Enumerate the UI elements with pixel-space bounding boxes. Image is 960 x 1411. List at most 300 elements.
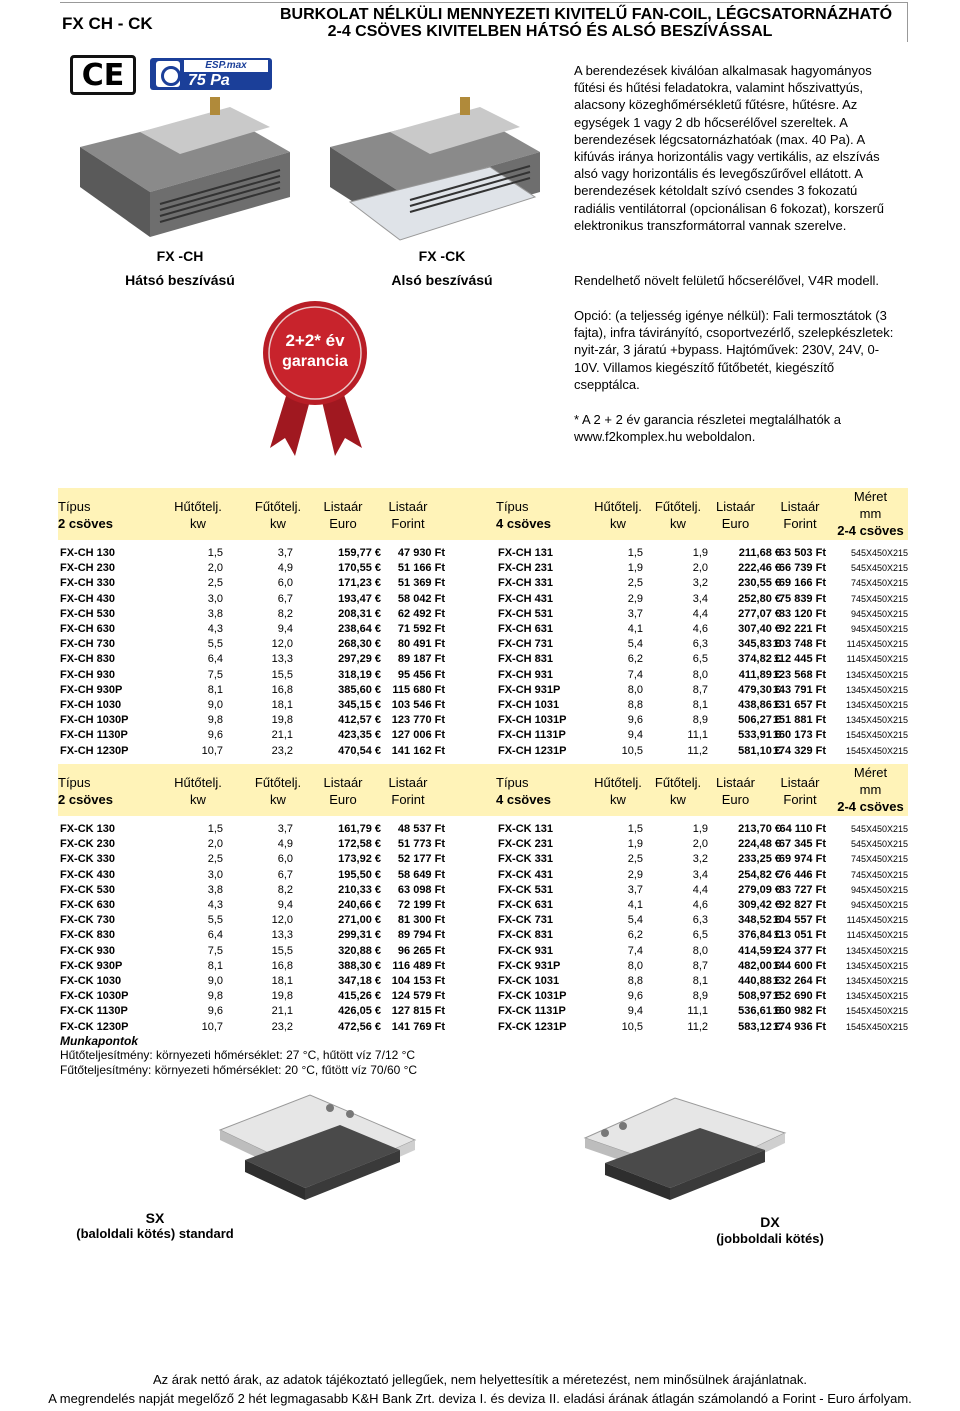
table-cell: 8,8 bbox=[627, 699, 643, 711]
table-cell: FX-CH 430 bbox=[60, 592, 116, 605]
table-cell: 7,5 bbox=[207, 668, 223, 681]
column-header bbox=[770, 498, 830, 532]
table-cell: 545X450X215 bbox=[850, 563, 908, 574]
table-cell: 945X450X215 bbox=[850, 900, 908, 910]
table-cell: 299,31 € bbox=[338, 929, 381, 942]
product-description: A berendezések kiválóan alkalmasak hagyományos fűtési és hűtési feladatokra, valamint hőszivattyús, alacsony közeghőmérsékletű fűtésre, hűtésre. Az egységek 1 vagy 2 db hőcserélővel szereltek. A berendezések légcsatornázhatóak (max. 40 Pa). A kifúvás iránya horizontális vagy vertikális, az elszívás alsó vagy horizontális és levegőszűrővel ellátott. A berendezések kétoldalt szívó csendes 3 fokozatú radiális ventilátorral (opcionálisan 6 fokozat), korszerű elektronikus transzformátorral vannak szerelve. bbox=[574, 63, 884, 233]
table-cell: 103 546 Ft bbox=[391, 699, 445, 711]
table-cell: 412,57 € bbox=[338, 714, 381, 727]
table-cell: 76 446 Ft bbox=[778, 868, 826, 881]
table-cell: FX-CK 530 bbox=[60, 883, 116, 896]
fx-ck-unit-image bbox=[320, 92, 550, 242]
table-cell: 66 739 Ft bbox=[778, 562, 826, 575]
table-cell: 1,9 bbox=[627, 562, 643, 575]
header-line1: Típus bbox=[496, 775, 529, 790]
table-cell: 4,9 bbox=[277, 562, 293, 575]
option-v4r: Rendelhető növelt felületű hőcserélővel, V4R modell. bbox=[574, 273, 879, 288]
table-cell: 252,80 € bbox=[738, 592, 781, 605]
table-row bbox=[58, 944, 908, 959]
table-cell: 96 265 Ft bbox=[397, 944, 445, 957]
table-cell: 545X450X215 bbox=[850, 824, 908, 834]
table-cell: 3,2 bbox=[692, 577, 708, 590]
table-cell: 1145X450X215 bbox=[846, 639, 908, 650]
table-cell: FX-CH 130 bbox=[60, 547, 116, 559]
table-cell: 15,5 bbox=[271, 668, 293, 681]
size-header-line: Méret bbox=[853, 489, 888, 504]
table-cell: 222,46 € bbox=[738, 562, 781, 575]
table-cell: 104 557 Ft bbox=[772, 914, 826, 927]
table-row bbox=[58, 837, 908, 852]
header-line2: Euro bbox=[329, 792, 357, 807]
table-cell: FX-CH 1230P bbox=[60, 744, 129, 757]
fx-ch-unit-image bbox=[70, 92, 300, 242]
header-line2: kw bbox=[190, 792, 206, 807]
product-code: FX CH - CK bbox=[62, 14, 153, 33]
table-cell: 5,5 bbox=[207, 914, 223, 927]
table-cell: FX-CK 1130P bbox=[60, 1005, 128, 1018]
table-cell: 8,1 bbox=[692, 975, 708, 987]
table-cell: 5,4 bbox=[627, 914, 643, 927]
header-line2: Forint bbox=[391, 516, 425, 531]
table-cell: 11,2 bbox=[687, 744, 708, 757]
table-cell: 9,6 bbox=[627, 990, 643, 1003]
table-cell: FX-CK 231 bbox=[498, 838, 554, 851]
table-row bbox=[58, 561, 908, 576]
table-cell: 6,4 bbox=[207, 653, 223, 666]
table-cell: 13,3 bbox=[271, 653, 293, 666]
table-cell: 6,4 bbox=[207, 929, 223, 942]
fx-ck-caption: FX -CK bbox=[418, 248, 466, 264]
table-cell: 297,29 € bbox=[338, 653, 381, 666]
table-cell: 195,50 € bbox=[338, 868, 381, 881]
header-line2: kw bbox=[670, 516, 686, 531]
table-cell: 4,1 bbox=[627, 623, 643, 635]
table-cell: 9,8 bbox=[207, 990, 223, 1003]
table-cell: FX-CK 1231P bbox=[498, 1020, 567, 1033]
table-cell: 11,1 bbox=[687, 1005, 708, 1018]
table-cell: 1,5 bbox=[627, 547, 643, 559]
table-cell: 174 936 Ft bbox=[772, 1020, 826, 1033]
column-header bbox=[588, 774, 648, 808]
table-cell: 9,0 bbox=[207, 975, 223, 987]
warranty-ribbon-icon bbox=[250, 298, 380, 458]
table-cell: 11,2 bbox=[687, 1020, 708, 1033]
column-header bbox=[248, 498, 308, 532]
table-cell: FX-CK 431 bbox=[498, 868, 554, 881]
table-cell: 8,1 bbox=[207, 683, 223, 696]
table-cell: FX-CK 830 bbox=[60, 929, 116, 942]
table-row bbox=[58, 898, 908, 913]
header-line2: Euro bbox=[329, 516, 357, 531]
table-row bbox=[58, 822, 908, 837]
table-cell: FX-CH 730 bbox=[60, 638, 116, 651]
header-line1: Fűtőtelj. bbox=[254, 499, 302, 514]
column-header bbox=[168, 774, 228, 808]
table-row bbox=[58, 852, 908, 867]
table-row bbox=[58, 652, 908, 667]
table-cell: 171,23 € bbox=[338, 577, 381, 590]
table-cell: 160 982 Ft bbox=[772, 1005, 826, 1018]
table-cell: FX-CH 231 bbox=[498, 562, 554, 575]
table-cell: 374,82 € bbox=[738, 653, 781, 666]
table-row bbox=[58, 974, 908, 989]
operating-point-heating: Fűtőteljesítmény: környezeti hőmérséklet: 20 °C, fűtött víz 70/60 °C bbox=[60, 1063, 418, 1077]
table-cell: 1145X450X215 bbox=[846, 930, 908, 941]
column-header bbox=[378, 774, 438, 808]
table-cell: 508,97 € bbox=[738, 990, 781, 1003]
table-cell: FX-CK 1031 bbox=[498, 975, 560, 987]
table-cell: 1,5 bbox=[207, 547, 223, 559]
table-cell: 151 881 Ft bbox=[772, 714, 826, 727]
table-cell: 8,8 bbox=[627, 975, 643, 987]
table-cell: 4,1 bbox=[627, 899, 643, 911]
table-cell: 2,9 bbox=[627, 868, 643, 881]
table-cell: 345,15 € bbox=[338, 699, 381, 711]
table-cell: 3,0 bbox=[207, 592, 223, 605]
table-cell: 8,9 bbox=[692, 990, 708, 1003]
table-cell: 388,30 € bbox=[338, 959, 381, 972]
table-cell: 745X450X215 bbox=[850, 578, 908, 589]
table-cell: FX-CH 330 bbox=[60, 577, 116, 590]
header-line2: Forint bbox=[391, 792, 425, 807]
table-row bbox=[58, 576, 908, 591]
table-cell: 3,8 bbox=[207, 607, 223, 620]
table-cell: 152 690 Ft bbox=[772, 990, 826, 1003]
table-cell: 10,7 bbox=[201, 1020, 223, 1033]
table-cell: FX-CH 931P bbox=[498, 683, 561, 696]
table-cell: 13,3 bbox=[271, 929, 293, 942]
table-cell: 1545X450X215 bbox=[845, 730, 908, 741]
table-cell: 745X450X215 bbox=[850, 869, 908, 880]
table-cell: 9,4 bbox=[627, 1005, 643, 1018]
table-cell: 10,7 bbox=[201, 744, 223, 757]
table-cell: 1345X450X215 bbox=[845, 991, 908, 1002]
table-cell: 69 166 Ft bbox=[778, 577, 826, 590]
table-cell: 62 492 Ft bbox=[397, 607, 445, 620]
column-header bbox=[648, 774, 708, 808]
header-line2: 2 csöves bbox=[58, 516, 113, 531]
table-cell: 2,9 bbox=[627, 592, 643, 605]
table-cell: FX-CK 630 bbox=[60, 899, 116, 911]
table-cell: 2,0 bbox=[207, 562, 223, 575]
header-line2: kw bbox=[610, 516, 626, 531]
table-cell: 345,83 € bbox=[738, 638, 781, 651]
header-line1: Listaár bbox=[780, 499, 820, 514]
table-cell: 309,42 € bbox=[738, 899, 781, 911]
table-cell: 19,8 bbox=[271, 990, 293, 1003]
table-cell: 174 329 Ft bbox=[772, 744, 826, 757]
table-cell: 12,0 bbox=[271, 914, 293, 927]
table-cell: FX-CH 1030 bbox=[60, 699, 122, 711]
table-cell: FX-CK 131 bbox=[498, 823, 554, 835]
table-cell: 8,1 bbox=[692, 699, 708, 711]
table-cell: 426,05 € bbox=[338, 1005, 381, 1018]
table-cell: FX-CH 931 bbox=[498, 668, 554, 681]
dx-unit-image bbox=[575, 1088, 795, 1208]
table-cell: 3,7 bbox=[277, 823, 293, 835]
table-cell: 2,0 bbox=[207, 838, 223, 851]
esp-value: 75 Pa bbox=[188, 72, 230, 89]
table-cell: 160 173 Ft bbox=[772, 729, 826, 742]
warranty-note: * A 2 + 2 év garancia részletei megtalálhatók a www.f2komplex.hu weboldalon. bbox=[574, 412, 842, 445]
table-cell: 143 791 Ft bbox=[772, 683, 826, 696]
header-line2: 2 csöves bbox=[58, 792, 113, 807]
table-cell: FX-CK 531 bbox=[498, 883, 554, 896]
header-line2: kw bbox=[270, 516, 286, 531]
table-cell: 320,88 € bbox=[338, 944, 381, 957]
table-cell: FX-CH 1130P bbox=[60, 729, 128, 742]
table-cell: 6,3 bbox=[692, 914, 708, 927]
table-cell: 745X450X215 bbox=[850, 854, 908, 865]
table-cell: 9,6 bbox=[207, 729, 223, 742]
table-cell: 6,2 bbox=[627, 653, 643, 666]
table-cell: 12,0 bbox=[271, 638, 293, 651]
table-cell: FX-CK 730 bbox=[60, 914, 116, 927]
table-row bbox=[58, 868, 908, 883]
table-cell: 385,60 € bbox=[338, 683, 381, 696]
header-line1: Hűtőtelj. bbox=[594, 775, 642, 790]
header-line1: Típus bbox=[58, 499, 91, 514]
table-cell: 348,52 € bbox=[738, 914, 781, 927]
table-cell: 124 377 Ft bbox=[772, 944, 826, 957]
table-cell: 2,5 bbox=[627, 577, 643, 590]
table-cell: 945X450X215 bbox=[850, 624, 908, 634]
table-cell: FX-CH 530 bbox=[60, 607, 116, 620]
table-cell: 472,56 € bbox=[338, 1020, 381, 1033]
table-cell: FX-CH 1031P bbox=[498, 714, 567, 727]
table-cell: 1,5 bbox=[627, 823, 643, 835]
header-line1: Listaár bbox=[715, 775, 756, 790]
table-cell: 15,5 bbox=[271, 944, 293, 957]
column-header bbox=[58, 774, 148, 808]
dx-subtitle: (jobboldali kötés) bbox=[716, 1231, 824, 1246]
header-line1: Listaár bbox=[388, 775, 428, 790]
column-header bbox=[588, 498, 648, 532]
header-line2: Forint bbox=[783, 792, 817, 807]
table-cell: 144 600 Ft bbox=[772, 959, 826, 972]
table-row bbox=[58, 959, 908, 974]
table-cell: 193,47 € bbox=[338, 592, 381, 605]
table-cell: 7,5 bbox=[207, 944, 223, 957]
table-cell: 1345X450X215 bbox=[845, 976, 908, 986]
table-cell: FX-CK 631 bbox=[498, 899, 554, 911]
table-cell: 127 815 Ft bbox=[391, 1005, 445, 1018]
table-cell: 233,25 € bbox=[738, 853, 781, 866]
table-cell: FX-CK 931 bbox=[498, 944, 554, 957]
esp-badge bbox=[150, 58, 272, 90]
table-cell: 1345X450X215 bbox=[845, 684, 908, 695]
table-cell: 72 199 Ft bbox=[397, 899, 445, 911]
header-line1: Fűtőtelj. bbox=[254, 775, 302, 790]
table-cell: 6,5 bbox=[692, 653, 708, 666]
column-header bbox=[703, 774, 768, 808]
table-cell: FX-CK 930 bbox=[60, 944, 116, 957]
table-cell: FX-CK 130 bbox=[60, 823, 116, 835]
table-cell: 745X450X215 bbox=[850, 593, 908, 604]
header-line2: Euro bbox=[721, 516, 750, 531]
table-row bbox=[58, 728, 908, 743]
table-cell: 470,54 € bbox=[338, 744, 381, 757]
table-cell: 16,8 bbox=[271, 683, 293, 696]
table-cell: 19,8 bbox=[271, 714, 293, 727]
table-cell: 10,5 bbox=[621, 1020, 643, 1033]
table-row bbox=[58, 622, 908, 637]
size-header-line: 2-4 csöves bbox=[837, 799, 904, 814]
table-cell: 945X450X215 bbox=[850, 608, 908, 619]
table-cell: FX-CH 1231P bbox=[498, 744, 567, 757]
column-header bbox=[313, 498, 373, 532]
header-line1: Listaár bbox=[388, 499, 428, 514]
table-cell: 414,59 € bbox=[738, 944, 781, 957]
table-cell: 81 300 Ft bbox=[397, 914, 445, 927]
table-cell: 63 503 Ft bbox=[778, 547, 826, 559]
table-cell: 115 680 Ft bbox=[392, 683, 445, 696]
table-row bbox=[58, 989, 908, 1004]
table-cell: 89 794 Ft bbox=[397, 929, 445, 942]
table-cell: 307,40 € bbox=[738, 623, 781, 635]
header-line2: 4 csöves bbox=[496, 516, 551, 531]
table-row bbox=[58, 607, 908, 622]
table-cell: 9,6 bbox=[627, 714, 643, 727]
table-cell: 536,61 € bbox=[738, 1005, 781, 1018]
table-cell: 224,48 € bbox=[738, 838, 781, 851]
table-cell: FX-CK 430 bbox=[60, 868, 116, 881]
table-cell: 83 727 Ft bbox=[778, 883, 826, 896]
table-cell: 8,2 bbox=[277, 607, 293, 620]
table-cell: 3,7 bbox=[627, 607, 643, 620]
table-cell: 23,2 bbox=[271, 1020, 293, 1033]
table-cell: 318,19 € bbox=[338, 668, 381, 681]
table-cell: 2,5 bbox=[207, 577, 223, 590]
table-cell: 8,7 bbox=[692, 959, 708, 972]
table-cell: 161,79 € bbox=[338, 823, 381, 835]
column-header bbox=[378, 498, 438, 532]
column-header bbox=[313, 774, 373, 808]
fx-ch-subtitle: Hátsó beszívású bbox=[125, 272, 235, 288]
table-cell: FX-CK 1030 bbox=[60, 975, 122, 987]
table-cell: FX-CH 1031 bbox=[498, 699, 560, 711]
header-line1: Listaár bbox=[323, 499, 363, 514]
table-cell: 240,66 € bbox=[338, 899, 381, 911]
table-cell: 92 827 Ft bbox=[778, 899, 826, 911]
table-cell: 1345X450X215 bbox=[845, 669, 908, 680]
table-cell: 5,4 bbox=[627, 638, 643, 651]
table-cell: 3,4 bbox=[692, 868, 708, 881]
table-cell: 1545X450X215 bbox=[845, 745, 908, 756]
table-cell: 4,9 bbox=[277, 838, 293, 851]
table-cell: 268,30 € bbox=[338, 638, 381, 651]
table-cell: 8,0 bbox=[692, 668, 708, 681]
options-text: Opció: (a teljesség igénye nélkül): Fali termosztátok (3 fajta), infra távirányító, csoportvezérlő, szelepkészletek: nyit-zár, 3 járatú +bypass. Hajtóművek: 230V, 24V, 0-10V. Villamos kiegészítő fűtőbetét, kiegészítő csepptálca. bbox=[574, 308, 894, 392]
table-cell: 4,4 bbox=[692, 883, 708, 896]
table-cell: FX-CK 831 bbox=[498, 929, 554, 942]
table-cell: FX-CH 830 bbox=[60, 653, 116, 666]
page-title-line2: 2-4 CSÖVES KIVITELBEN HÁTSÓ ÉS ALSÓ BESZÍVÁSSAL bbox=[327, 23, 773, 40]
table-cell: 3,8 bbox=[207, 883, 223, 896]
column-header-size bbox=[833, 488, 908, 539]
table-cell: 1345X450X215 bbox=[845, 945, 908, 956]
sx-subtitle: (baloldali kötés) standard bbox=[76, 1226, 234, 1241]
header-line1: Típus bbox=[496, 499, 529, 514]
table-cell: 83 120 Ft bbox=[778, 607, 826, 620]
table-cell: FX-CH 531 bbox=[498, 607, 554, 620]
table-cell: FX-CK 330 bbox=[60, 853, 116, 866]
table-cell: 112 445 Ft bbox=[773, 653, 826, 666]
table-row bbox=[58, 713, 908, 728]
header-line2: kw bbox=[190, 516, 206, 531]
header-line1: Hűtőtelj. bbox=[174, 775, 222, 790]
table-cell: 23,2 bbox=[271, 744, 293, 757]
table-cell: 8,2 bbox=[277, 883, 293, 896]
table-cell: 415,26 € bbox=[338, 990, 381, 1003]
table-cell: 173,92 € bbox=[338, 853, 381, 866]
table-cell: FX-CK 731 bbox=[498, 914, 554, 927]
table-cell: 75 839 Ft bbox=[778, 592, 826, 605]
table-cell: 5,5 bbox=[207, 638, 223, 651]
table-cell: 64 110 Ft bbox=[779, 823, 826, 835]
table-cell: 1145X450X215 bbox=[846, 654, 908, 665]
size-header-line: Méret bbox=[853, 765, 888, 780]
table-cell: 71 592 Ft bbox=[397, 623, 445, 635]
table-cell: 4,6 bbox=[692, 623, 708, 635]
table-cell: 8,7 bbox=[692, 683, 708, 696]
table-cell: 141 769 Ft bbox=[391, 1020, 445, 1033]
table-cell: 51 166 Ft bbox=[397, 562, 445, 575]
table-header bbox=[58, 488, 908, 540]
table-cell: 230,55 € bbox=[738, 577, 781, 590]
table-row bbox=[58, 913, 908, 928]
table-cell: 482,00 € bbox=[738, 959, 781, 972]
table-row bbox=[58, 1020, 908, 1035]
table-cell: 9,8 bbox=[207, 714, 223, 727]
column-header bbox=[770, 774, 830, 808]
header-line1: Fűtőtelj. bbox=[654, 775, 702, 790]
table-cell: 2,0 bbox=[692, 562, 708, 575]
table-cell: 141 162 Ft bbox=[391, 744, 445, 757]
table-cell: 104 153 Ft bbox=[391, 975, 445, 987]
table-cell: 210,33 € bbox=[338, 883, 381, 896]
header-line2: Euro bbox=[721, 792, 750, 807]
sx-unit-image bbox=[200, 1090, 430, 1220]
table-cell: 7,4 bbox=[627, 944, 643, 957]
header-line2: 4 csöves bbox=[496, 792, 551, 807]
table-cell: 2,0 bbox=[692, 838, 708, 851]
table-cell: 159,77 € bbox=[338, 547, 381, 559]
table-cell: 3,2 bbox=[692, 853, 708, 866]
column-header bbox=[648, 498, 708, 532]
table-cell: 170,55 € bbox=[338, 562, 381, 575]
table-cell: 1345X450X215 bbox=[845, 715, 908, 726]
table-cell: 279,09 € bbox=[738, 883, 781, 896]
table-cell: 1,9 bbox=[692, 823, 708, 835]
table-cell: 1545X450X215 bbox=[845, 1021, 908, 1032]
table-cell: 6,5 bbox=[692, 929, 708, 942]
table-cell: 3,7 bbox=[627, 883, 643, 896]
table-cell: 2,5 bbox=[207, 853, 223, 866]
table-cell: FX-CK 331 bbox=[498, 853, 554, 866]
ribbon-line1: 2+2* év bbox=[285, 331, 345, 350]
table-cell: 3,0 bbox=[207, 868, 223, 881]
table-cell: 132 264 Ft bbox=[772, 975, 826, 987]
table-cell: 131 657 Ft bbox=[772, 699, 826, 711]
table-cell: 9,0 bbox=[207, 699, 223, 711]
dx-caption: DX bbox=[760, 1214, 780, 1230]
table-cell: FX-CH 431 bbox=[498, 592, 554, 605]
table-cell: 58 649 Ft bbox=[397, 868, 445, 881]
size-header-line: mm bbox=[859, 782, 882, 797]
table-cell: FX-CK 931P bbox=[498, 959, 561, 972]
column-header bbox=[496, 498, 586, 532]
